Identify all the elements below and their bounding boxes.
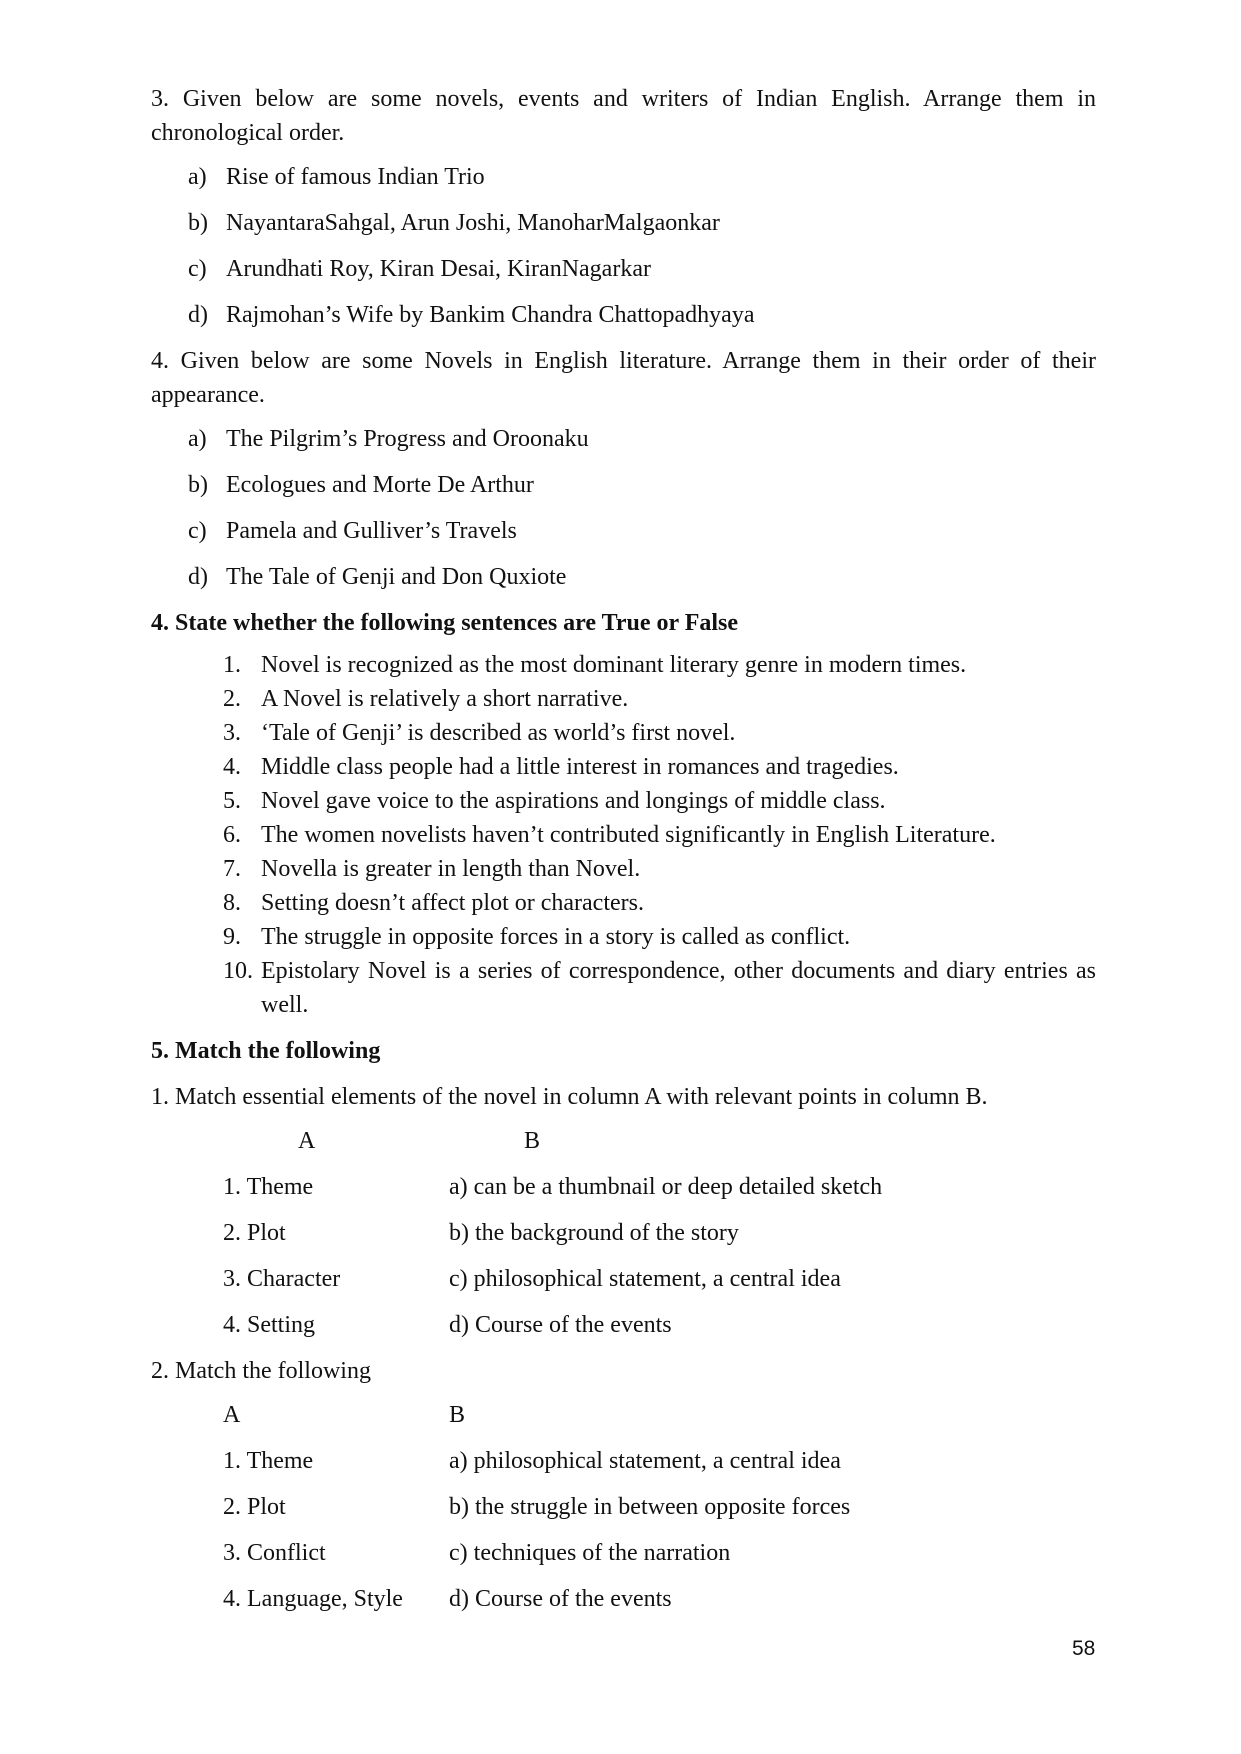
option-c <box>188 514 1096 548</box>
item-number: 5. <box>223 788 241 814</box>
item-number: 4. <box>223 754 241 780</box>
option-text: The Tale of Genji and Don Quxiote <box>226 564 567 590</box>
column-a-header: A <box>223 1402 241 1428</box>
column-a-cell: 3. Conflict <box>223 1540 326 1566</box>
item-text: ‘Tale of Genji’ is described as world’s first novel. <box>261 720 736 746</box>
option-b <box>188 206 1096 240</box>
item-number: 6. <box>223 822 241 848</box>
match-heading: 5. Match the following <box>151 1038 381 1064</box>
item-number: 8. <box>223 890 241 916</box>
table-row <box>223 1444 1096 1478</box>
table-row <box>223 1216 1096 1250</box>
item-text: A Novel is relatively a short narrative. <box>261 686 629 712</box>
item-text: Novel is recognized as the most dominant literary genre in modern times. <box>261 652 967 678</box>
column-b-header: B <box>524 1128 541 1154</box>
option-text: Rajmohan’s Wife by Bankim Chandra Chattopadhyaya <box>226 302 755 328</box>
item-number: 1. <box>223 652 241 678</box>
table-row <box>223 1582 1096 1616</box>
question-4-options <box>151 422 1096 594</box>
option-b <box>188 468 1096 502</box>
item-number: 7. <box>223 856 241 882</box>
question-4-prompt: 4. Given below are some Novels in English literature. Arrange them in their order of their appearance. <box>151 348 1096 408</box>
item-text: Setting doesn’t affect plot or characters. <box>261 890 644 916</box>
list-item <box>223 886 1096 920</box>
list-item <box>223 852 1096 886</box>
column-b-cell: c) philosophical statement, a central idea <box>449 1266 841 1292</box>
option-d <box>188 298 1096 332</box>
match-2-prompt: 2. Match the following <box>151 1358 371 1384</box>
column-a-cell: 3. Character <box>223 1266 341 1292</box>
column-b-cell: a) can be a thumbnail or deep detailed sketch <box>449 1174 883 1200</box>
table-row <box>223 1490 1096 1524</box>
table-row <box>223 1170 1096 1204</box>
option-marker: c) <box>188 256 207 282</box>
list-item <box>223 750 1096 784</box>
option-a <box>188 160 1096 194</box>
option-marker: d) <box>188 302 208 328</box>
option-text: Arundhati Roy, Kiran Desai, KiranNagarkar <box>226 256 651 282</box>
item-text: The women novelists haven’t contributed significantly in English Literature. <box>261 822 996 848</box>
match-1-header <box>151 1124 1096 1158</box>
table-row <box>223 1262 1096 1296</box>
table-row <box>223 1308 1096 1342</box>
column-b-header: B <box>449 1402 466 1428</box>
option-marker: a) <box>188 164 207 190</box>
list-item <box>223 818 1096 852</box>
item-text: The struggle in opposite forces in a story is called as conflict. <box>261 924 851 950</box>
list-item <box>223 954 1096 1022</box>
column-a-header: A <box>298 1128 316 1154</box>
match-2-header <box>223 1398 1096 1432</box>
match-1-table <box>151 1124 1096 1342</box>
list-item <box>223 648 1096 682</box>
option-marker: c) <box>188 518 207 544</box>
page-number: 58 <box>1072 1637 1096 1660</box>
option-marker: b) <box>188 472 208 498</box>
match-2-table <box>151 1398 1096 1616</box>
list-item <box>223 784 1096 818</box>
column-b-cell: b) the background of the story <box>449 1220 739 1246</box>
question-3-prompt: 3. Given below are some novels, events and writers of Indian English. Arrange them in chronological order. <box>151 86 1096 146</box>
column-b-cell: b) the struggle in between opposite forces <box>449 1494 851 1520</box>
document-page <box>151 82 1096 1628</box>
item-text: Middle class people had a little interest in romances and tragedies. <box>261 754 899 780</box>
column-a-cell: 2. Plot <box>223 1220 286 1246</box>
match-1-prompt: 1. Match essential elements of the novel in column A with relevant points in column B. <box>151 1084 988 1110</box>
item-number: 3. <box>223 720 241 746</box>
column-b-cell: c) techniques of the narration <box>449 1540 731 1566</box>
item-text: Novel gave voice to the aspirations and longings of middle class. <box>261 788 886 814</box>
true-false-list <box>151 648 1096 1022</box>
option-marker: b) <box>188 210 208 236</box>
option-marker: d) <box>188 564 208 590</box>
option-text: Pamela and Gulliver’s Travels <box>226 518 517 544</box>
item-number: 2. <box>223 686 241 712</box>
column-b-cell: d) Course of the events <box>449 1312 672 1338</box>
true-false-heading: 4. State whether the following sentences are True or False <box>151 610 739 636</box>
table-row <box>223 1536 1096 1570</box>
option-text: Ecologues and Morte De Arthur <box>226 472 534 498</box>
item-text: Epistolary Novel is a series of correspondence, other documents and diary entries as well. <box>261 958 1096 1018</box>
option-c <box>188 252 1096 286</box>
list-item <box>223 682 1096 716</box>
column-b-cell: a) philosophical statement, a central idea <box>449 1448 841 1474</box>
list-item <box>223 716 1096 750</box>
item-number: 10. <box>223 958 253 984</box>
column-a-cell: 4. Language, Style <box>223 1586 403 1612</box>
question-3-options <box>151 160 1096 332</box>
option-text: The Pilgrim’s Progress and Oroonaku <box>226 426 589 452</box>
item-text: Novella is greater in length than Novel. <box>261 856 641 882</box>
option-text: Rise of famous Indian Trio <box>226 164 485 190</box>
column-a-cell: 1. Theme <box>223 1448 314 1474</box>
column-a-cell: 2. Plot <box>223 1494 286 1520</box>
column-b-cell: d) Course of the events <box>449 1586 672 1612</box>
option-text: NayantaraSahgal, Arun Joshi, ManoharMalgaonkar <box>226 210 720 236</box>
option-marker: a) <box>188 426 207 452</box>
option-d <box>188 560 1096 594</box>
column-a-cell: 4. Setting <box>223 1312 316 1338</box>
list-item <box>223 920 1096 954</box>
column-a-cell: 1. Theme <box>223 1174 314 1200</box>
item-number: 9. <box>223 924 241 950</box>
option-a <box>188 422 1096 456</box>
